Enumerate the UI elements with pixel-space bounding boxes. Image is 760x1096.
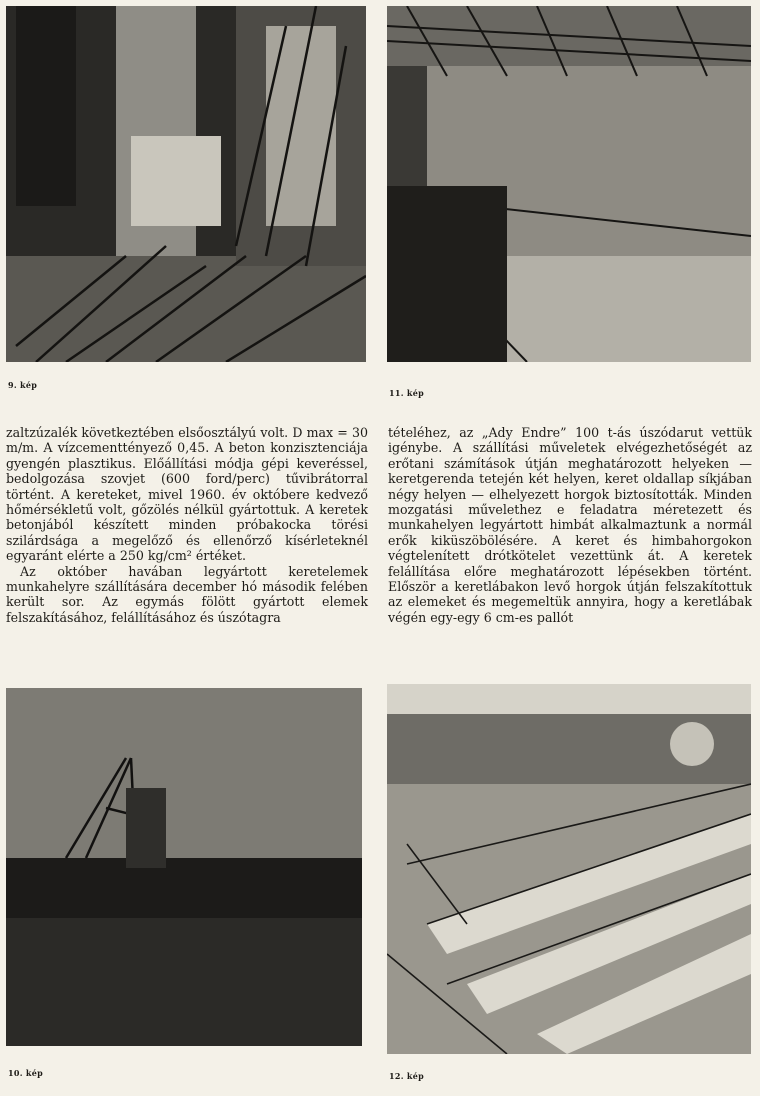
caption-fig-12: 12. kép: [389, 1071, 425, 1081]
left-text-column: [6, 425, 368, 625]
left-paragraph-1: zaltzúzalék következtében elsőosztályú volt. D max = 30 m/m. A vízcementtényező 0,45. A beton konzisztenciája gyengén plasztikus. Előállítási módja gépi keveréssel, bedolgozása szovjet (600 ford/perc) tűvibrátorral történt. A kereteket, mivel 1960. év októbere kedvező hőmérsékletű volt, gőzölés nélkül gyártottuk. A keretek betonjából készített minden próbakocka törési szilárdsága a megelőző és ellenőrző kísérleteknél egyaránt elérte a 250 kg/cm² értéket.: [6, 425, 368, 564]
caption-fig-11: 11. kép: [389, 388, 425, 398]
caption-fig-9: 9. kép: [8, 380, 38, 390]
photo-12: [387, 684, 751, 1054]
right-paragraph-1: tételéhez, az „Ady Endre” 100 t-ás úszódarut vettük igénybe. A szállítási műveletek elvégezhetőségét az erőtani számítások útján meghatározott helyeken — keretgerenda tetején két helyen, keret oldallap síkjában négy helyen — elhelyezett horgok biztosították. Minden mozgatási művelethez e feladatra méretezett és munkahelyen legyártott himbát alkalmaztunk a normál erők kiküszöbölésére. A keret és himbahorgokon végtelenített drótkötelet vezettünk át. A keretek felállítása előre meghatározott lépésekben történt. Először a keretlábakon levő horgok útján felszakítottuk az elemeket és megemeltük annyira, hogy a keretlábak végén egy-egy 6 cm-es pallót: [388, 425, 752, 625]
left-paragraph-2: Az október havában legyártott keretelemek munkahelyre szállítására december hó második felében került sor. Az egymás fölött gyártott elemek felszakításához, felállításához és úszótagra: [6, 563, 368, 625]
right-text-column: [388, 425, 752, 625]
photo-11: [387, 6, 751, 362]
photo-10: [6, 688, 362, 1046]
caption-fig-10: 10. kép: [8, 1068, 44, 1078]
photo-9: [6, 6, 366, 362]
